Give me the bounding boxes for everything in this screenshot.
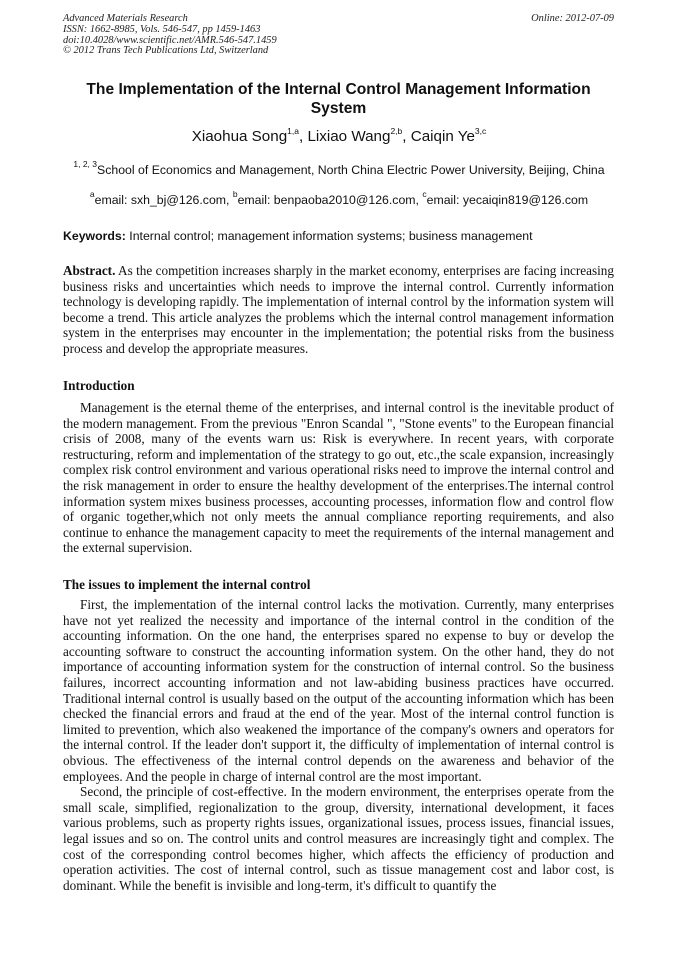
paragraph: Management is the eternal theme of the enterprises, and internal control is the inevitable product of the modern management. From the previous "Enron Scandal ", "Stone events" to the European financial crisis of 2008, many of the events warn us: Risk is everywhere. In recent years, with corporate restructuring, reform and implementation of the strategy to go out, etc.,the scale expansion, increasingly complex risk control environment and various operational risks need to improve the internal control and the risk management in order to ensure the healthy development of the enterprises.The internal control information system mixes business processes, accounting processes, information flow and control flow of organic together,which not only meets the annual compliance reporting requirements, and also continue to enhance the management capacity to meet the requirements of the internal management and the external supervision. xyxy=(63,400,614,556)
keywords-label: Keywords: xyxy=(63,229,126,243)
abstract-label: Abstract. xyxy=(63,263,116,278)
email-marker: c xyxy=(422,189,427,199)
doi-line: doi:10.4028/www.scientific.net/AMR.546-547.1459 xyxy=(63,34,277,46)
email-item: email: benpaoba2010@126.com, xyxy=(237,193,423,207)
author-affil-marker: 2,b xyxy=(390,126,403,136)
journal-name: Advanced Materials Research xyxy=(63,13,188,24)
author-affil-marker: 1,a xyxy=(287,126,299,136)
author-affil-marker: 3,c xyxy=(474,126,487,136)
section-body-introduction xyxy=(63,400,614,556)
keywords-text: Internal control; management information systems; business management xyxy=(125,229,533,243)
email-item: email: sxh_bj@126.com, xyxy=(94,193,233,207)
journal-header xyxy=(63,14,614,57)
author-name: Xiaohua Song xyxy=(191,128,288,145)
author-name: Lixiao Wang xyxy=(307,128,391,145)
paragraph: First, the implementation of the internal control lacks the motivation. Currently, many enterprises have not yet realized the necessity and importance of the internal control in the condition of the accounting information. On the one hand, the enterprises spared no expense to buy or develop the accounting software to construct the accounting information system. On the other hand, they do not importance of accounting information system for the construction of internal control. So the business failures, incorrect accounting information and not law-abiding business practices have occurred. Traditional internal control is usually based on the output of the accounting information which has been checked the financial errors and fraud at the end of the year. Most of the internal control function is limited to prevention, which also weakened the importance of the company's owners and operators for the internal control. If the leader don't support it, the difficulty of implementation of internal control is obvious. The effectiveness of the internal control depends on the awareness and behavior of the employees. And the people in charge of internal control are the most important. xyxy=(63,597,614,784)
email-marker: b xyxy=(232,189,238,199)
author-name: Caiqin Ye xyxy=(410,128,475,145)
affil-text: School of Economics and Management, North China Electric Power University, Beijing, China xyxy=(97,163,605,177)
abstract xyxy=(63,263,614,357)
email-marker: a xyxy=(89,189,95,199)
paper-title: The Implementation of the Internal Control Management Information System xyxy=(86,81,591,117)
affiliation xyxy=(0,159,678,177)
section-heading-issues: The issues to implement the internal control xyxy=(63,577,311,592)
copyright-line: © 2012 Trans Tech Publications Ltd, Switzerland xyxy=(63,45,269,57)
separator: , xyxy=(298,128,308,145)
abstract-text: As the competition increases sharply in the market economy, enterprises are facing increasing business risks and uncertainties which needs to improve the internal control. Currently information technology is developing rapidly. The implementation of internal control by the information system will become a trend. This article analyzes the problems which the internal control management information system in the enterprises may encounter in the implementation; the potential risks from the business process and develop the appropriate measures. xyxy=(63,263,614,356)
affil-marker: 1, 2, 3 xyxy=(73,159,98,169)
online-date: Online: 2012-07-09 xyxy=(531,13,614,24)
issn-line: ISSN: 1662-8985, Vols. 546-547, pp 1459-1463 xyxy=(63,23,261,35)
section-heading-introduction: Introduction xyxy=(63,378,135,393)
email-item: email: yecaiqin819@126.com xyxy=(426,193,589,207)
separator: , xyxy=(402,128,411,145)
keywords xyxy=(63,229,614,243)
author-list xyxy=(0,128,678,145)
section-body-issues xyxy=(63,597,614,893)
paragraph: Second, the principle of cost-effective. In the modern environment, the enterprises operate from the small scale, simplified, regionalization to the group, diversity, international development, it faces various problems, such as property rights issues, organizational issues, process issues, financial issues, legal issues and so on. The control units and control measures are increasingly tight and complex. The cost of the corresponding control becomes higher, which affects the efficiency of production and operation activities. The cost of internal control, such as tissue management cost and labor cost, is dominant. While the benefit is invisible and long-term, it's difficult to quantify the xyxy=(63,784,614,893)
email-list xyxy=(0,189,678,207)
